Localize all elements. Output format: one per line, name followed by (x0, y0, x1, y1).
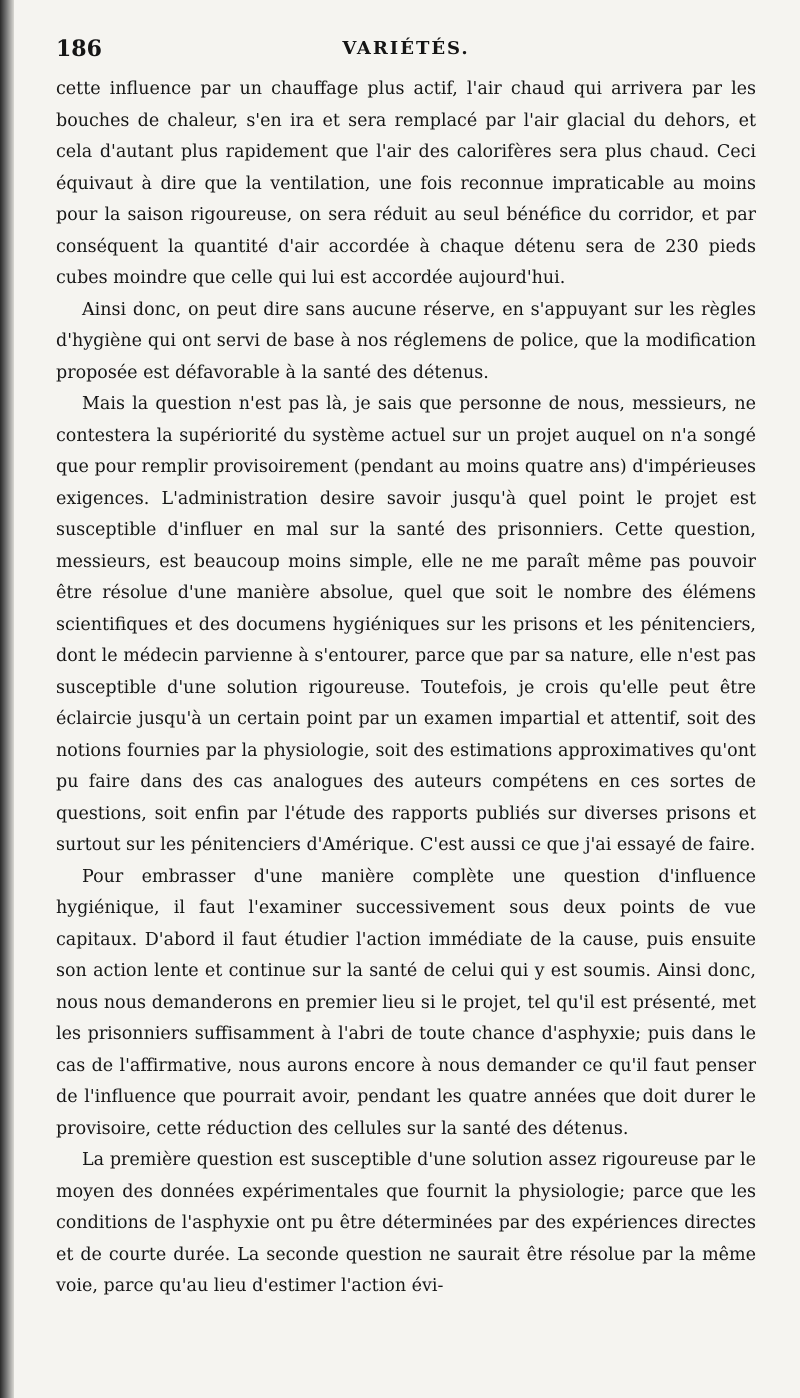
body-text (56, 74, 756, 1303)
running-head: VARIÉTÉS. (342, 38, 470, 59)
paragraph: Pour embrasser d'une manière complète une question d'influence hygiénique, il faut l'examiner successivement sous deux points de vue capitaux. D'abord il faut étudier l'action immédiate de la cause, puis ensuite son action lente et continue sur la santé de celui qui y est soumis. Ainsi donc, nous nous demanderons en premier lieu si le projet, tel qu'il est présenté, met les prisonniers suffisamment à l'abri de toute chance d'asphyxie; puis dans le cas de l'affirmative, nous aurons encore à nous demander ce qu'il faut penser de l'influence que pourrait avoir, pendant les quatre années que doit durer le provisoire, cette réduction des cellules sur la santé des détenus. (56, 866, 756, 1139)
page-binding-edge (0, 0, 14, 1398)
paragraph: La première question est susceptible d'une solution assez rigoureuse par le moyen des données expérimentales que fournit la physiologie; parce que les conditions de l'asphyxie ont pu être déterminées par des expériences directes et de courte durée. La seconde question ne saurait être résolue par la même voie, parce qu'au lieu d'estimer l'action évi- (56, 1150, 756, 1296)
paragraph: Mais la question n'est pas là, je sais que personne de nous, messieurs, ne contestera la supériorité du système actuel sur un projet auquel on n'a songé que pour remplir provisoirement (pendant au moins quatre ans) d'impérieuses exigences. L'administration desire savoir jusqu'à quel point le projet est susceptible d'influer en mal sur la santé des prisonniers. Cette question, messieurs, est beaucoup moins simple, elle ne me paraît même pas pouvoir être résolue d'une manière absolue, quel que soit le nombre des élémens scientifiques et des documens hygiéniques sur les prisons et les pénitenciers, dont le médecin parvienne à s'entourer, parce que par sa nature, elle n'est pas susceptible d'une solution rigoureuse. Toutefois, je crois qu'elle peut être éclaircie jusqu'à un certain point par un examen impartial et attentif, soit des notions fournies par la physiologie, soit des estimations approximatives qu'ont pu faire dans des cas analogues des auteurs compétens en ces sortes de questions, soit enfin par l'étude des rapports publiés sur diverses prisons et surtout sur les pénitenciers d'Amérique. C'est aussi ce que j'ai essayé de faire. (56, 394, 756, 855)
paragraph-continuation: cette influence par un chauffage plus actif, l'air chaud qui arrivera par les bouches de chaleur, s'en ira et sera remplacé par l'air glacial du dehors, et cela d'autant plus rapidement que l'air des calorifères sera plus chaud. Ceci équivaut à dire que la ventilation, une fois reconnue impraticable au moins pour la saison rigoureuse, on sera réduit au seul bénéfice du corridor, et par conséquent la quantité d'air accordée à chaque détenu sera de 230 pieds cubes moindre que celle qui lui est accordée aujourd'hui. (56, 79, 756, 288)
page-number: 186 (56, 36, 102, 62)
paragraph: Ainsi donc, on peut dire sans aucune réserve, en s'appuyant sur les règles d'hygiène qui ont servi de base à nos réglemens de police, que la modification proposée est défavorable à la santé des détenus. (56, 299, 756, 383)
page-header (56, 30, 756, 64)
